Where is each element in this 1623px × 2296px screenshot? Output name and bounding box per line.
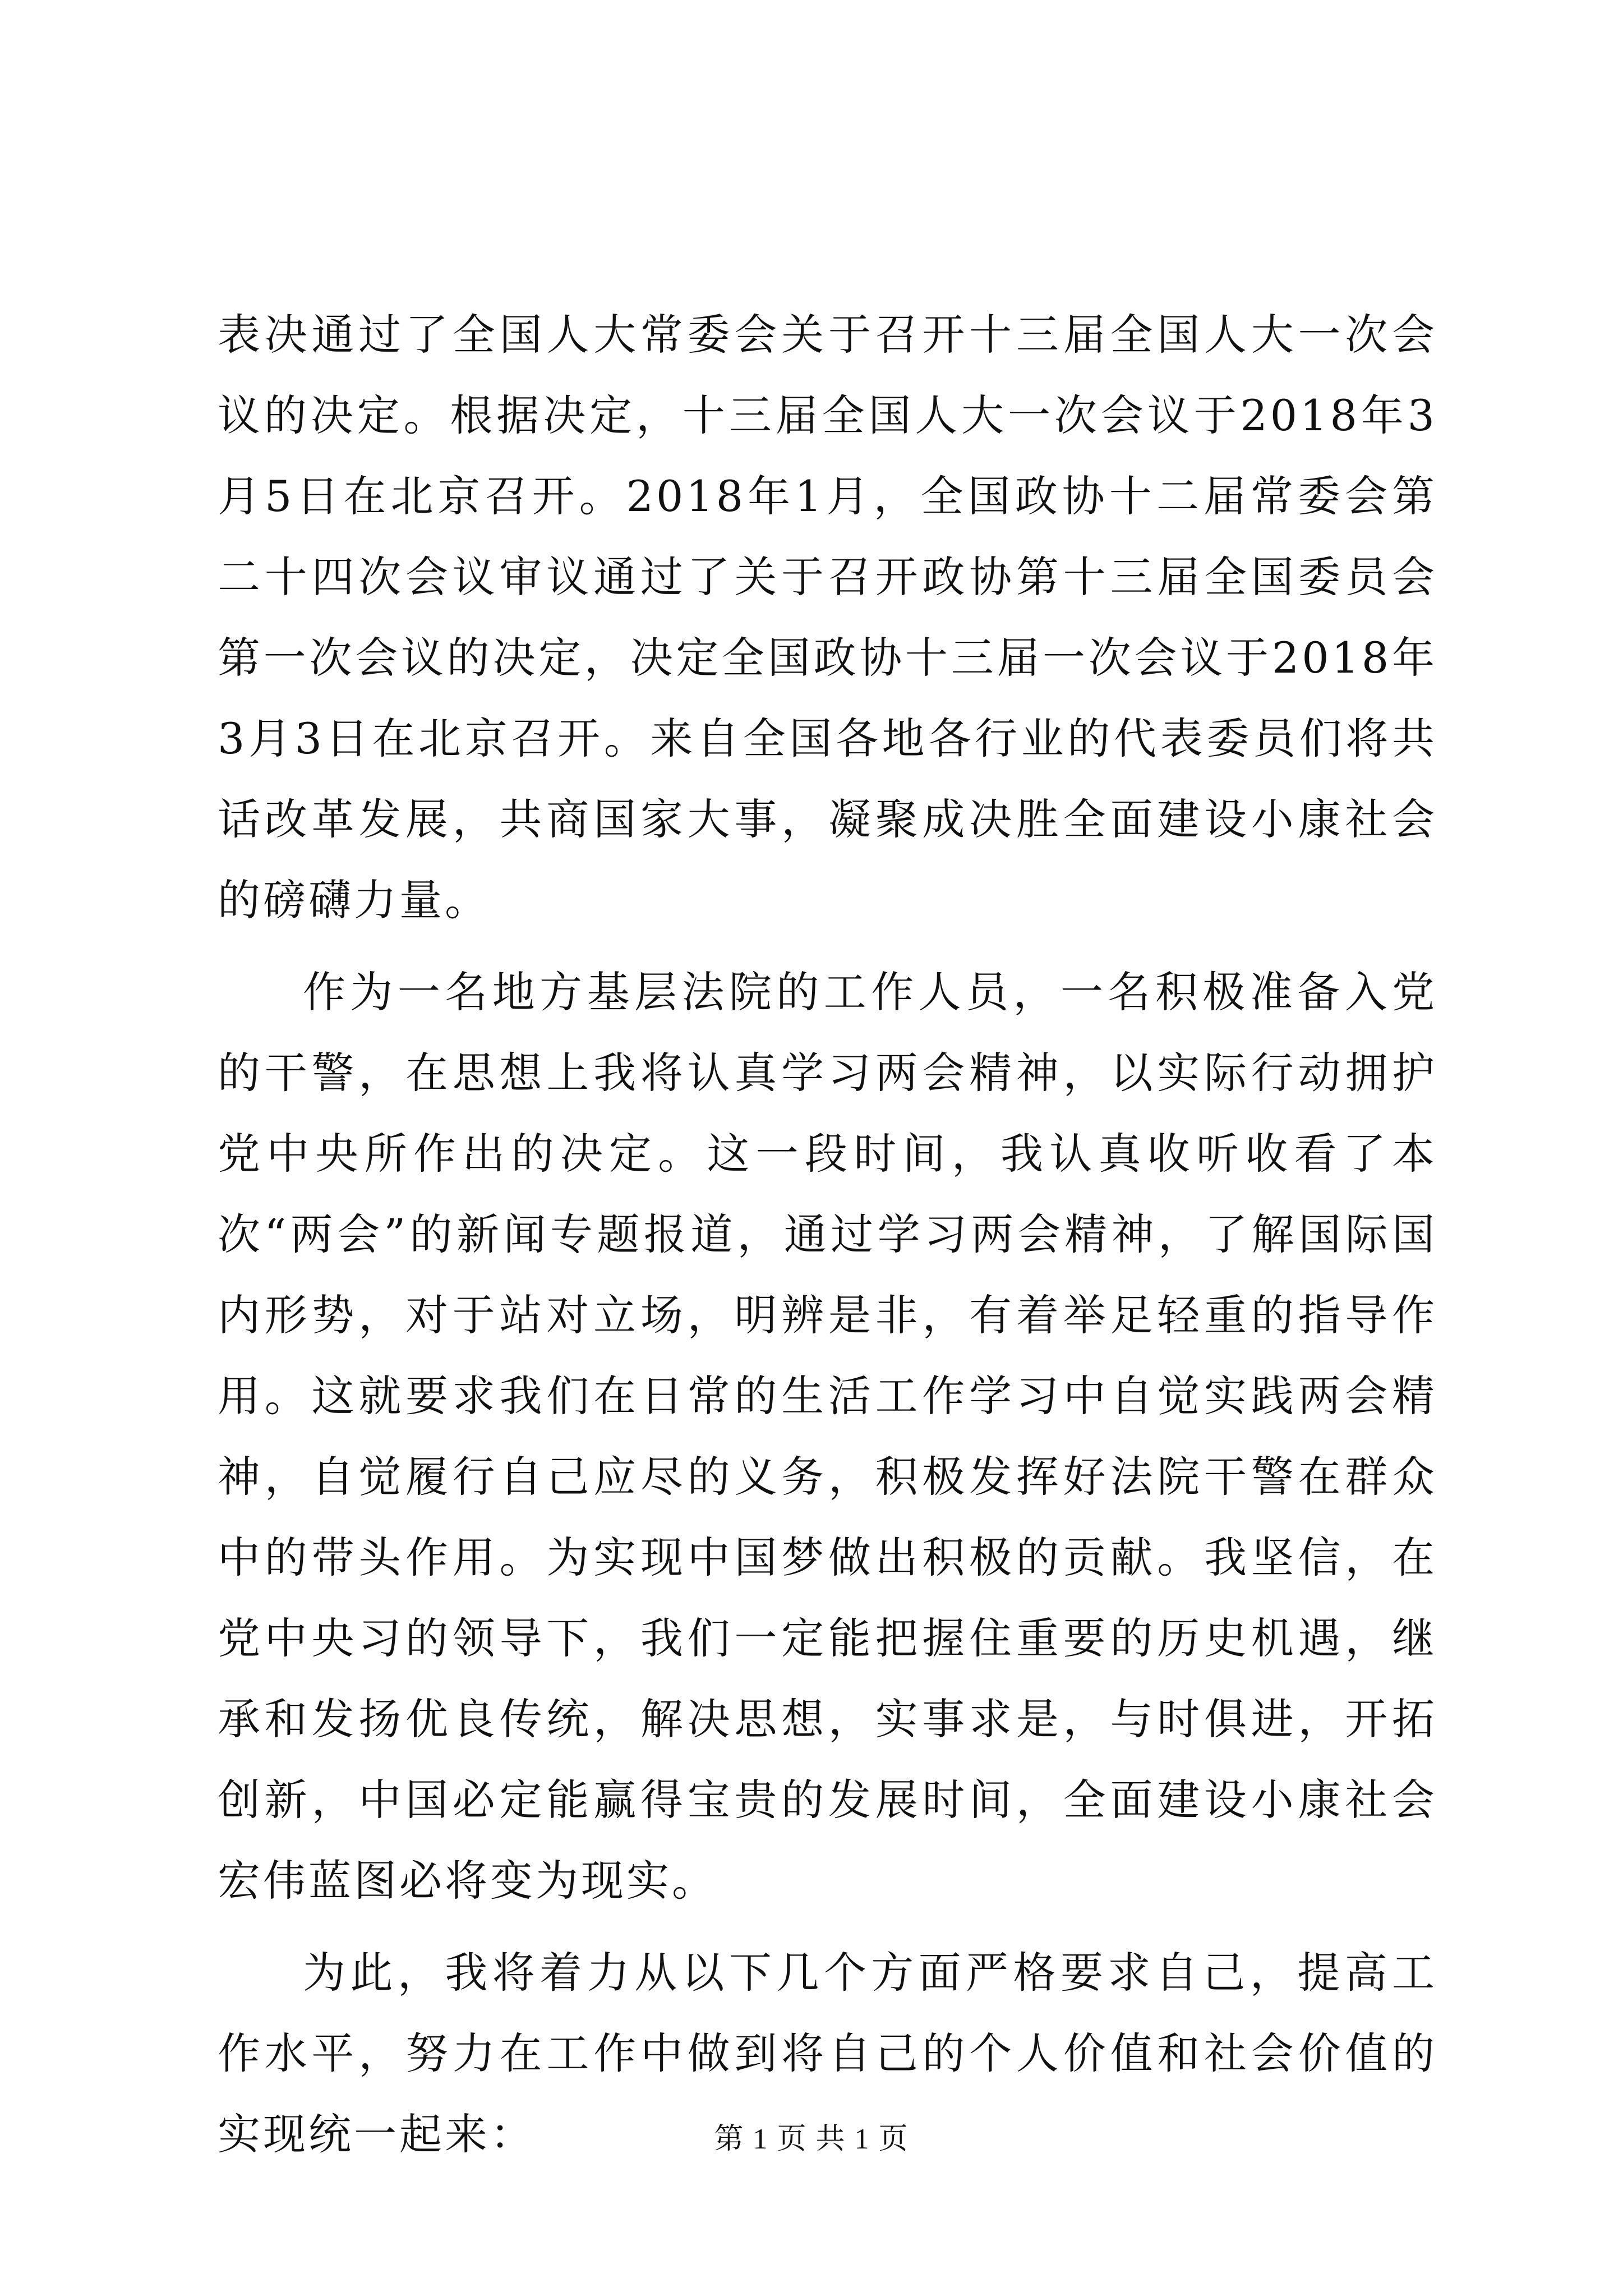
document-body [218,295,1437,2175]
paragraph-1: 表决通过了全国人大常委会关于召开十三届全国人大一次会议的决定。根据决定，十三届全国人大一次会议于2018年3月5日在北京召开。2018年1月，全国政协十二届常委会第二十四次会议审议通过了关于召开政协第十三届全国委员会第一次会议的决定，决定全国政协十三届一次会议于2018年3月3日在北京召开。来自全国各地各行业的代表委员们将共话改革发展，共商国家大事，凝聚成决胜全面建设小康社会的磅礴力量。 [218,310,1437,925]
paragraph-2: 作为一名地方基层法院的工作人员，一名积极准备入党的干警，在思想上我将认真学习两会精神，以实际行动拥护党中央所作出的决定。这一段时间，我认真收听收看了本次“两会”的新闻专题报道，通过学习两会精神，了解国际国内形势，对于站对立场，明辨是非，有着举足轻重的指导作用。这就要求我们在日常的生活工作学习中自觉实践两会精神，自觉履行自己应尽的义务，积极发挥好法院干警在群众中的带头作用。为实现中国梦做出积极的贡献。我坚信，在党中央习的领导下，我们一定能把握住重要的历史机遇，继承和发扬优良传统，解决思想，实事求是，与时俱进，开拓创新，中国必定能赢得宝贵的发展时间，全面建设小康社会宏伟蓝图必将变为现实。 [218,967,1437,1906]
paragraph-3: 为此，我将着力从以下几个方面严格要求自己，提高工作水平，努力在工作中做到将自己的个人价值和社会价值的实现统一起来： [218,1948,1437,2159]
page-footer: 第 1 页 共 1 页 [714,2123,909,2155]
